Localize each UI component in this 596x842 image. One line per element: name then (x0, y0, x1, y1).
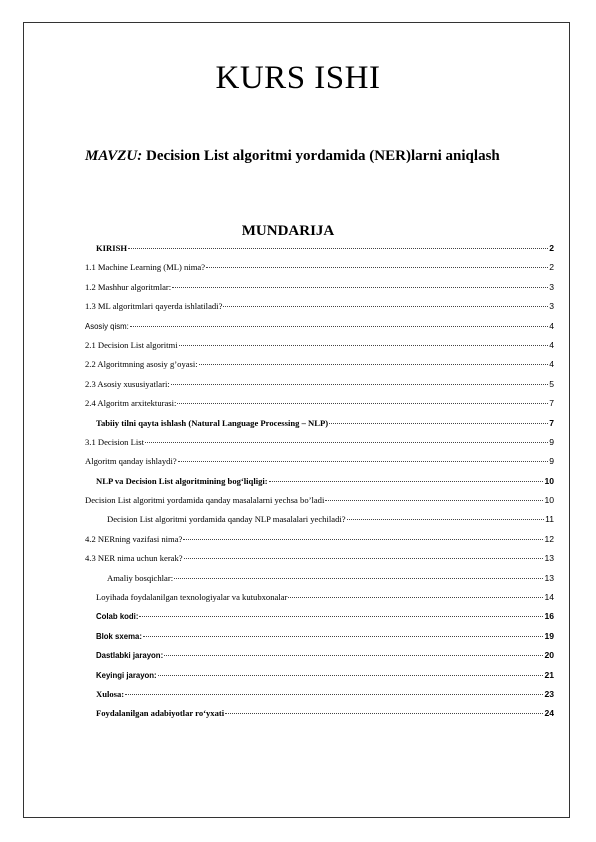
toc-entry-label: Dastlabki jarayon: (96, 651, 164, 661)
toc-entry[interactable] (85, 418, 554, 437)
toc-leader-dots (143, 636, 544, 637)
toc-leader-dots (179, 345, 549, 346)
toc-entry-page: 20 (544, 650, 554, 661)
toc-entry-label: Keyingi jarayon: (96, 670, 157, 680)
toc-leader-dots (269, 481, 544, 482)
toc-entry[interactable] (85, 282, 554, 301)
toc-leader-dots (130, 326, 548, 327)
toc-entry-page: 10 (544, 475, 554, 486)
toc-leader-dots (184, 558, 544, 559)
toc-leader-dots (329, 423, 548, 424)
toc-entry-page: 4 (549, 359, 554, 370)
toc-leader-dots (206, 267, 548, 268)
toc-entry-page: 21 (544, 669, 554, 680)
toc-entry-label: 2.3 Asosiy xususiyatlari: (85, 378, 170, 389)
toc-entry-page: 13 (544, 572, 554, 583)
toc-entry-page: 23 (544, 688, 554, 699)
toc-entry[interactable] (85, 708, 554, 727)
toc-leader-dots (164, 655, 543, 656)
toc-entry[interactable] (85, 243, 554, 262)
toc-leader-dots (171, 384, 548, 385)
toc-entry-label: 4.3 NER nima uchun kerak? (85, 553, 183, 564)
toc-entry-page: 4 (549, 320, 554, 331)
toc-entry-page: 2 (549, 243, 554, 253)
toc-entry-page: 19 (544, 630, 554, 641)
toc-entry[interactable] (85, 301, 554, 320)
toc-leader-dots (223, 306, 548, 307)
toc-entry-page: 5 (549, 378, 554, 389)
toc-entry-page: 11 (545, 514, 554, 525)
toc-entry[interactable] (85, 631, 554, 650)
toc-entry[interactable] (85, 456, 554, 475)
topic-text: Decision List algoritmi yordamida (NER)larni aniqlash (142, 148, 500, 164)
toc-entry[interactable] (85, 359, 554, 378)
toc-entry-label: Amaliy bosqichlar: (107, 572, 174, 583)
toc-entry-page: 10 (544, 495, 554, 506)
toc-leader-dots (199, 364, 549, 365)
toc-entry-label: Algoritm qanday ishlaydi? (85, 456, 177, 467)
toc-leader-dots (225, 713, 543, 714)
toc-entry-page: 12 (544, 533, 554, 544)
toc-entry-page: 7 (549, 398, 554, 409)
toc-entry-page: 7 (549, 417, 554, 428)
toc-entry-label: Decision List algoritmi yordamida qanday masalalarni yechsa bo’ladi (85, 495, 325, 506)
toc-entry-label: Loyihada foydalanilgan texnologiyalar va kutubxonalar (96, 592, 288, 603)
toc-entry-label: Decision List algoritmi yordamida qanday NLP masalalari yechiladi? (107, 514, 346, 525)
toc-entry-page: 3 (549, 301, 554, 312)
toc-entry[interactable] (85, 514, 554, 533)
toc-entry-label: 3.1 Decision List (85, 436, 144, 447)
toc-leader-dots (172, 287, 548, 288)
toc-entry-label: 2.1 Decision List algoritmi (85, 339, 178, 350)
toc-entry[interactable] (85, 437, 554, 456)
toc-entry-label: Colab kodi: (96, 612, 139, 622)
toc-entry[interactable] (85, 495, 554, 514)
toc-entry-label: Foydalanilgan adabiyotlar ro‘yxati (96, 708, 225, 719)
toc-entry[interactable] (85, 592, 554, 611)
toc-entry-page: 4 (549, 339, 554, 350)
toc-leader-dots (128, 248, 548, 249)
toc-entry[interactable] (85, 573, 554, 592)
toc-entry-label: Tabiiy tilni qayta ishlash (Natural Language Processing – NLP) (96, 417, 329, 428)
toc-entry-label: 1.1 Machine Learning (ML) nima? (85, 262, 206, 273)
toc-leader-dots (177, 403, 548, 404)
toc-leader-dots (158, 675, 544, 676)
toc-entry[interactable] (85, 650, 554, 669)
toc-entry[interactable] (85, 670, 554, 689)
toc-entry-page: 13 (544, 553, 554, 564)
topic-line (85, 148, 500, 165)
toc-entry[interactable] (85, 379, 554, 398)
toc-leader-dots (325, 500, 543, 501)
toc-entry-page: 9 (549, 436, 554, 447)
toc-entry-label: Blok sxema: (96, 631, 142, 641)
toc-entry-label: 2.4 Algoritm arxitekturasi: (85, 398, 177, 409)
toc-entry[interactable] (85, 553, 554, 572)
toc-entry[interactable] (85, 476, 554, 495)
toc-entry[interactable] (85, 398, 554, 417)
toc-leader-dots (145, 442, 548, 443)
toc-entry-page: 9 (549, 456, 554, 467)
toc-heading: MUNDARIJA (241, 223, 335, 239)
toc-entry-label: 2.2 Algoritmning asosiy g’oyasi: (85, 359, 198, 370)
toc-entry-label: Asosiy qism: (85, 321, 129, 331)
toc-entry[interactable] (85, 262, 554, 281)
toc-entry[interactable] (85, 689, 554, 708)
toc-entry[interactable] (85, 321, 554, 340)
toc-leader-dots (347, 519, 545, 520)
toc-leader-dots (288, 597, 543, 598)
topic-label: MAVZU: (85, 148, 143, 164)
toc-entry-page: 14 (544, 592, 554, 603)
toc-entry[interactable] (85, 534, 554, 553)
toc-entry-label: 1.2 Mashhur algoritmlar: (85, 281, 172, 292)
toc-leader-dots (125, 694, 543, 695)
document-title: KURS ISHI (215, 60, 381, 96)
toc-entry-page: 2 (549, 262, 554, 273)
toc-leader-dots (139, 616, 543, 617)
toc-leader-dots (174, 578, 543, 579)
toc-entry-page: 24 (544, 708, 554, 719)
toc-entry[interactable] (85, 340, 554, 359)
toc-entry-label: NLP va Decision List algoritmining bog‘liqligi: (96, 475, 268, 486)
toc-entry-label: 4.2 NERning vazifasi nima? (85, 533, 183, 544)
toc-entry-page: 3 (549, 281, 554, 292)
table-of-contents (85, 243, 554, 728)
toc-entry-label: 1.3 ML algoritmlari qayerda ishlatiladi? (85, 301, 223, 312)
toc-entry-label: KIRISH (96, 243, 128, 253)
toc-leader-dots (183, 539, 543, 540)
toc-entry[interactable] (85, 611, 554, 630)
toc-entry-label: Xulosa: (96, 688, 125, 699)
toc-entry-page: 16 (544, 611, 554, 622)
toc-leader-dots (178, 461, 549, 462)
